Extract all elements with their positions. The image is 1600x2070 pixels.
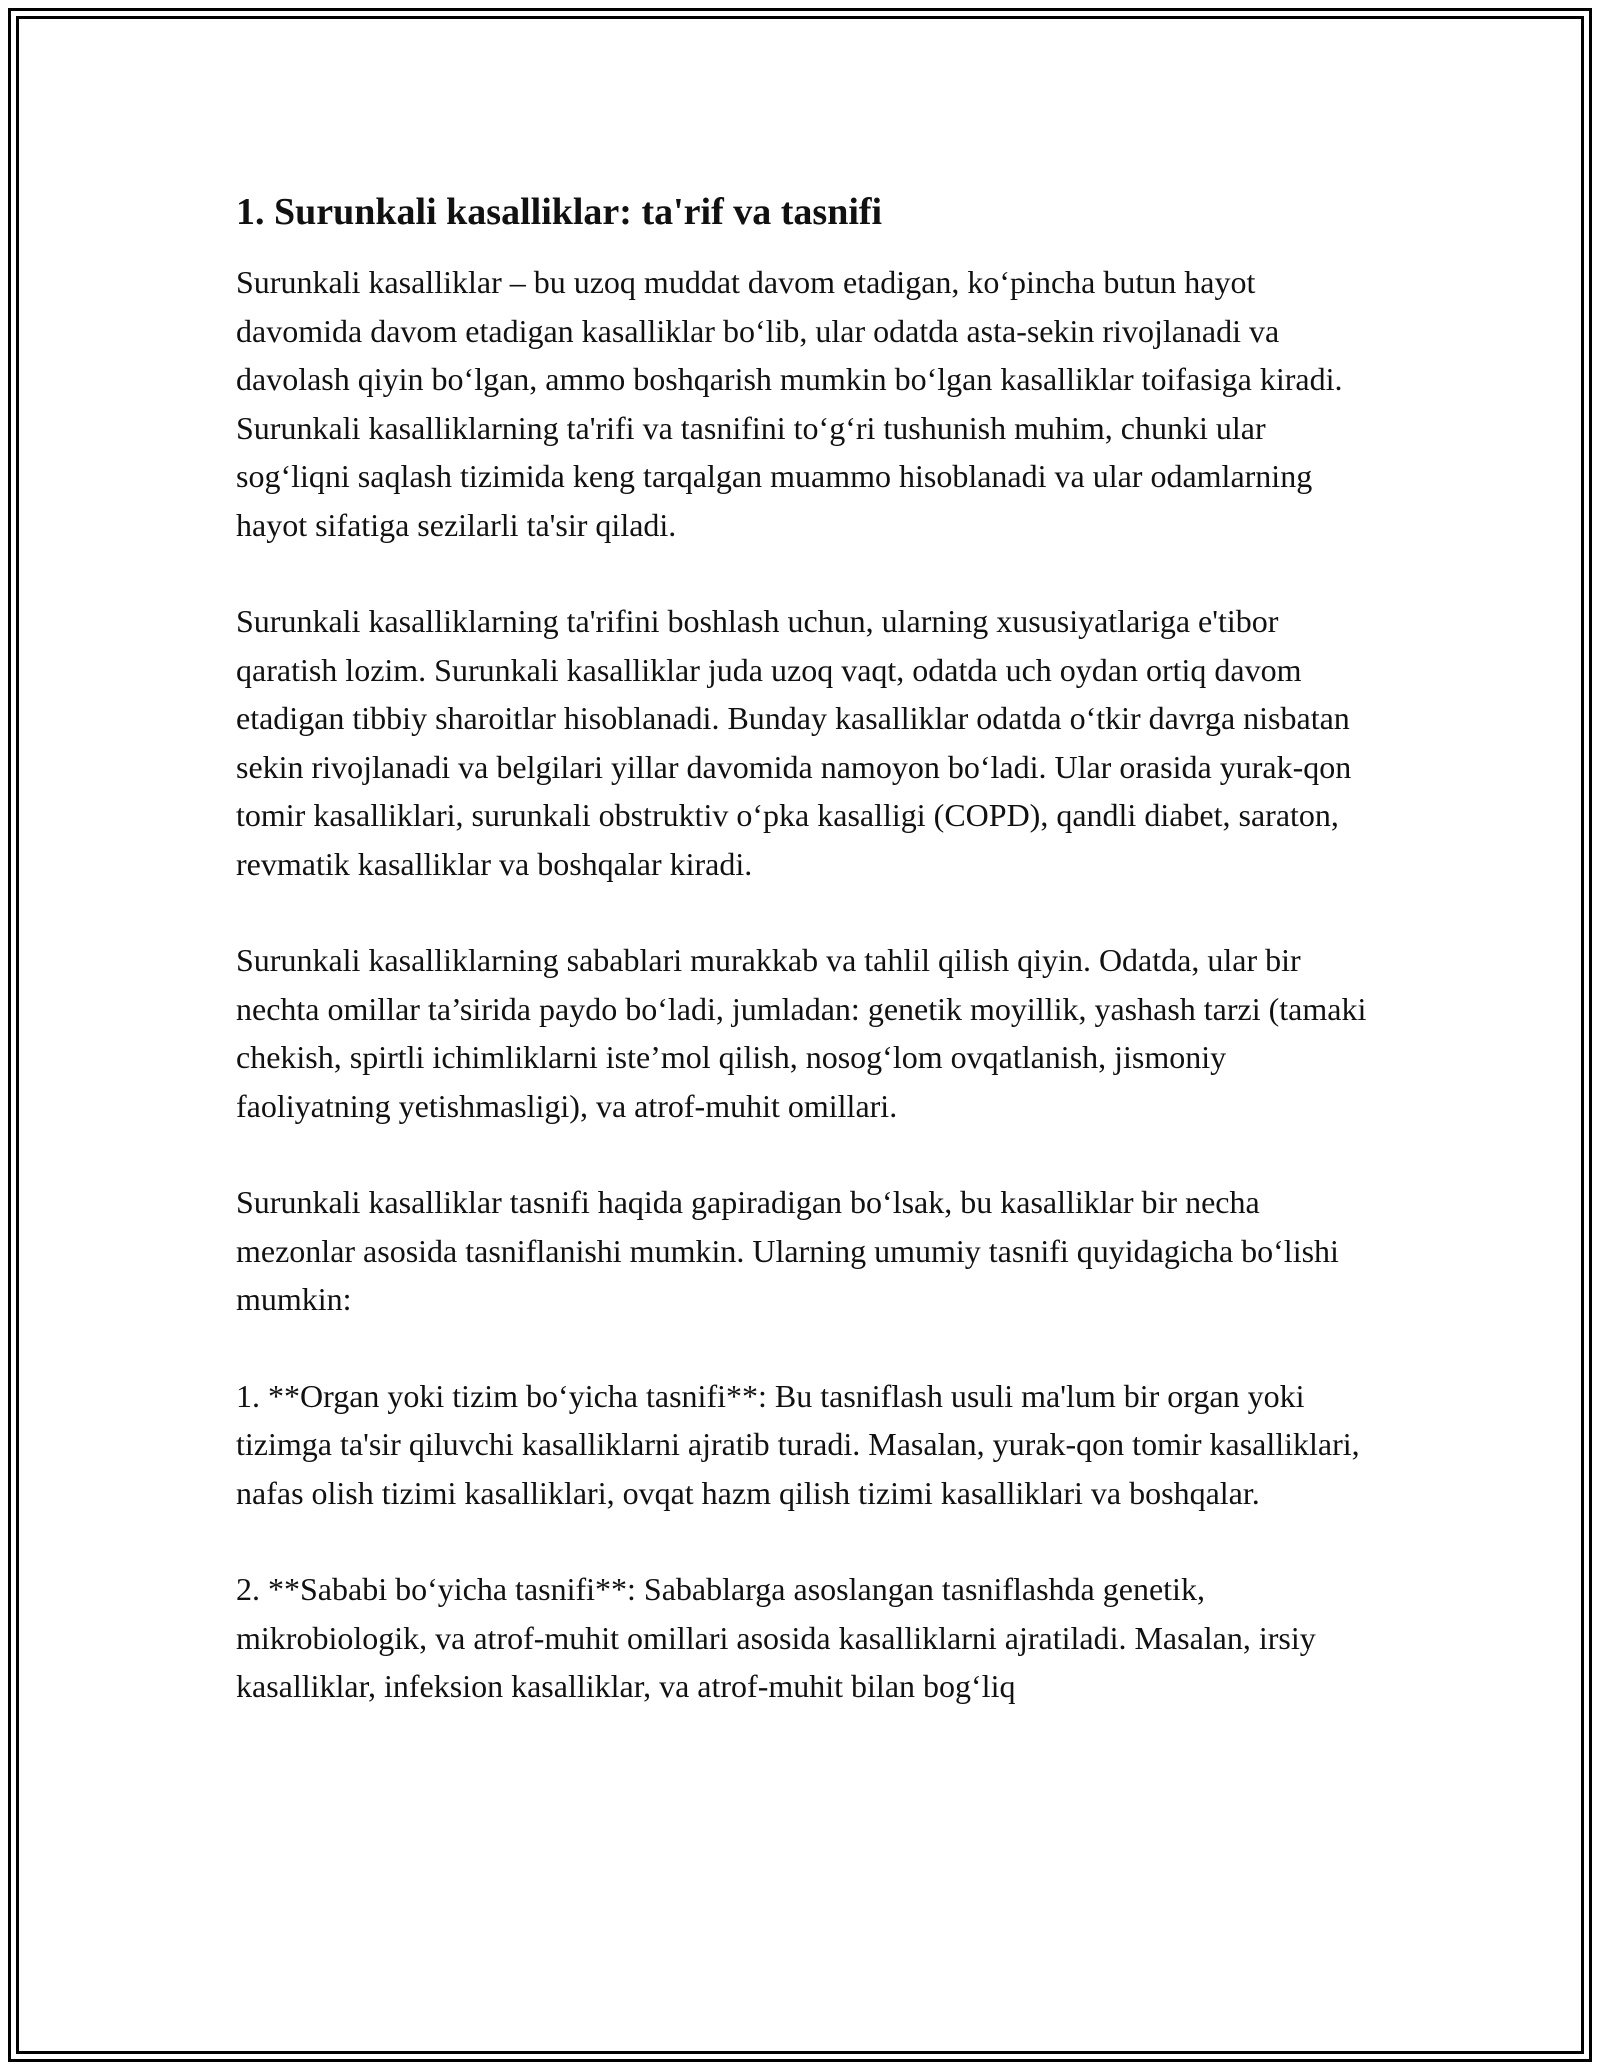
paragraph-definition: Surunkali kasalliklar – bu uzoq muddat davom etadigan, ko‘pincha butun hayot davomida davom etadigan kasalliklar bo‘lib, ular odatda asta-sekin rivojlanadi va davolash qiyin bo‘lgan, ammo boshqarish mumkin bo‘lgan kasalliklar toifasiga kiradi. Surunkali kasalliklarning ta'rifi va tasnifini to‘g‘ri tushunish muhim, chunki ular sog‘liqni saqlash tizimida keng tarqalgan muammo hisoblanadi va ular odamlarning hayot sifatiga sezilarli ta'sir qiladi. <box>236 264 1343 543</box>
paragraph-classification-cause: 2. **Sababi bo‘yicha tasnifi**: Sabablarga asoslangan tasniflashda genetik, mikrobiologik, va atrof-muhit omillari asosida kasalliklarni ajratiladi. Masalan, irsiy kasalliklar, infeksion kasalliklar, va atrof-muhit bilan bog‘liq <box>236 1571 1316 1704</box>
paragraph-causes: Surunkali kasalliklarning sabablari murakkab va tahlil qilish qiyin. Odatda, ular bir nechta omillar ta’sirida paydo bo‘ladi, jumladan: genetik moyillik, yashash tarzi (tamaki chekish, spirtli ichimliklarni iste’mol qilish, nosog‘lom ovqatlanish, jismoniy faoliyatning yetishmasligi), va atrof-muhit omillari. <box>236 942 1367 1124</box>
section-heading: 1. Surunkali kasalliklar: ta'rif va tasnifi <box>236 191 883 233</box>
paragraph-classification-intro: Surunkali kasalliklar tasnifi haqida gapiradigan bo‘lsak, bu kasalliklar bir necha mezonlar asosida tasniflanishi mumkin. Ularning umumiy tasnifi quyidagicha bo‘lishi mumkin: <box>236 1184 1339 1317</box>
paragraph-classification-organ: 1. **Organ yoki tizim bo‘yicha tasnifi**: Bu tasniflash usuli ma'lum bir organ yoki tizimga ta'sir qiluvchi kasalliklarni ajratib turadi. Masalan, yurak-qon tomir kasalliklari, nafas olish tizimi kasalliklari, ovqat hazm qilish tizimi kasalliklari va boshqalar. <box>236 1377 1360 1511</box>
paragraph-characteristics: Surunkali kasalliklarning ta'rifini boshlash uchun, ularning xususiyatlariga e'tibor qaratish lozim. Surunkali kasalliklar juda uzoq vaqt, odatda uch oydan ortiq davom etadigan tibbiy sharoitlar hisoblanadi. Bunday kasalliklar odatda o‘tkir davrga nisbatan sekin rivojlanadi va belgilari yillar davomida namoyon bo‘ladi. Ular orasida yurak-qon tomir kasalliklari, surunkali obstruktiv o‘pka kasalligi (COPD), qandli diabet, saraton, revmatik kasalliklar va boshqalar kiradi. <box>236 603 1352 882</box>
document-body <box>236 188 1376 1759</box>
